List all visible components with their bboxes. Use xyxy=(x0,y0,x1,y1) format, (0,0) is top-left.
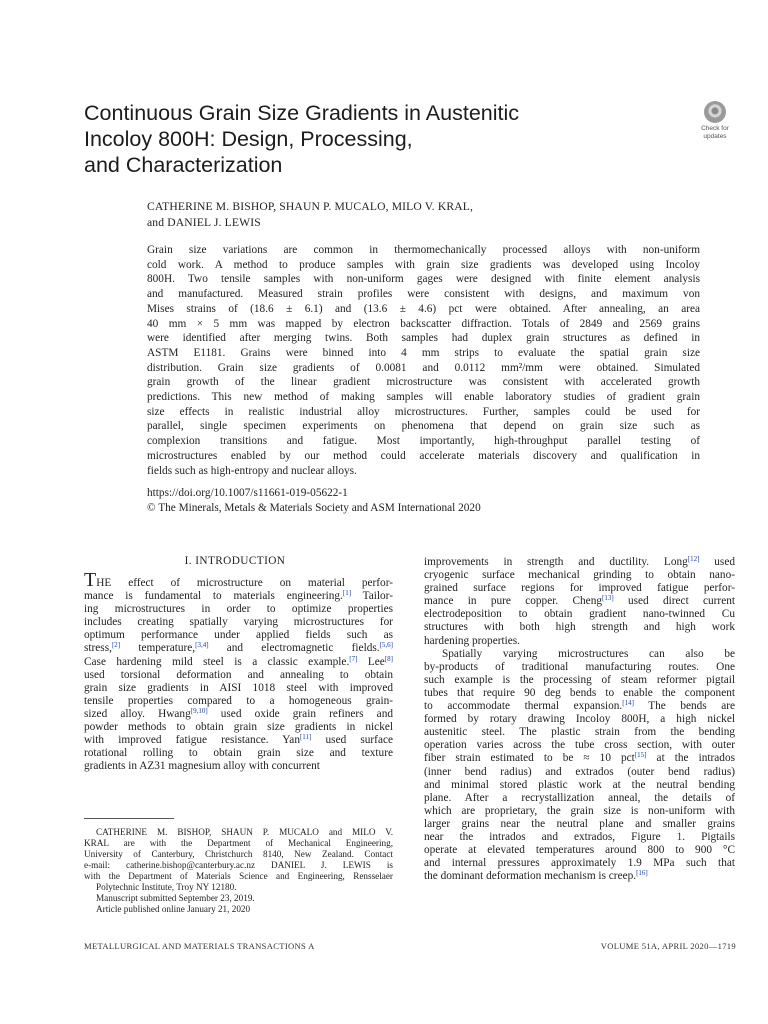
line-text: improvements in strength and ductility. Long xyxy=(424,556,688,568)
line-text: gradients in AZ31 magnesium alloy with concurrent xyxy=(84,760,320,773)
citation-ref[interactable]: [1] xyxy=(342,589,352,598)
line-text: tensile properties compared to a homogeneous grain- xyxy=(84,694,393,707)
citation-ref[interactable]: [13] xyxy=(602,594,614,603)
text-line xyxy=(84,734,393,747)
text-line xyxy=(424,687,735,700)
line-text: fiber strain estimated to be ≈ 10 pct xyxy=(424,752,635,765)
line-text: to accommodate thermal expansion. xyxy=(424,700,623,713)
citation-ref[interactable]: [12] xyxy=(687,555,700,563)
volume-page-info: VOLUME 51A, APRIL 2020—1719 xyxy=(600,941,736,951)
line-text: ing microstructures in order to optimize properties xyxy=(84,603,393,616)
right-column-text xyxy=(424,556,735,883)
doi-link[interactable]: https://doi.org/10.1007/s11661-019-05622-1 xyxy=(147,487,348,499)
line-text: rotational rolling to obtain grain size and texture xyxy=(84,747,393,760)
figure-ref[interactable]: 1 xyxy=(676,830,683,843)
line-text: with improved fatigue resistance. Yan xyxy=(84,734,300,747)
first-line-text: HE effect of microstructure on material perfor- xyxy=(96,577,393,589)
abstract-line: complexion transitions and fatigue. Most importantly, high-throughput parallel testing of xyxy=(147,435,700,448)
citation-ref[interactable]: [5,6] xyxy=(379,641,393,650)
abstract-line: Grain size variations are common in thermomechanically processed alloys with non-uniform xyxy=(147,244,700,256)
text-line xyxy=(424,648,735,661)
badge-label-2: updates xyxy=(703,132,727,140)
line-text: used xyxy=(699,556,735,568)
text-line xyxy=(84,590,393,603)
text-line xyxy=(84,682,393,695)
line-text: austenitic steel. The plastic strain from the bending xyxy=(424,726,735,739)
line-text: such example is the processing of steam reformer pigtail xyxy=(424,673,735,686)
article-title xyxy=(84,100,604,178)
text-line xyxy=(424,674,735,687)
text-line xyxy=(424,752,735,765)
text-line xyxy=(84,721,393,734)
text-line xyxy=(84,656,393,669)
text-line xyxy=(84,616,393,629)
text-line xyxy=(424,556,735,569)
text-line xyxy=(84,603,393,616)
line-text: stress, xyxy=(84,642,112,655)
abstract-line: Mises strains of (18.6 ± 6.1) and (13.6 ± 4.6) pct were obtained. After annealing, an area xyxy=(147,302,700,315)
author-line: and DANIEL J. LEWIS xyxy=(147,215,261,229)
text-line xyxy=(424,700,735,713)
text-line xyxy=(424,621,735,634)
text-line xyxy=(84,669,393,682)
line-text: the dominant deformation mechanism is creep. xyxy=(424,870,637,883)
citation-ref[interactable]: [3,4] xyxy=(195,641,209,650)
footnote-line: Article published online January 21, 2020 xyxy=(96,904,251,914)
text-line xyxy=(424,831,735,844)
doi-block xyxy=(147,486,481,516)
line-text: cryogenic surface mechanical grinding to obtain nano- xyxy=(424,569,735,582)
text-line xyxy=(424,582,735,595)
text-line xyxy=(424,818,735,831)
footnote-line: Manuscript submitted September 23, 2019. xyxy=(96,893,255,903)
title-line: Incoloy 800H: Design, Processing, xyxy=(84,127,413,151)
copyright-notice: © The Minerals, Metals & Materials Society and ASM International 2020 xyxy=(147,502,481,514)
citation-ref[interactable]: [11] xyxy=(299,733,312,742)
line-text: used direct current xyxy=(613,595,735,608)
title-line: and Characterization xyxy=(84,153,283,177)
line-text: near the intrados and extrados, Figure xyxy=(424,830,677,843)
line-text: operation varies across the tube cross section, with outer xyxy=(424,739,735,752)
line-text: electrodeposition to obtain gradient nano-twinned Cu xyxy=(424,608,735,621)
text-line xyxy=(84,642,393,655)
abstract-line: cold work. A method to produce samples with grain size gradients was developed using Incoloy xyxy=(147,258,700,271)
text-line xyxy=(424,779,735,792)
author-list xyxy=(147,199,607,230)
citation-ref[interactable]: [2] xyxy=(111,641,121,650)
text-line xyxy=(424,569,735,582)
line-text: by-products of traditional manufacturing routes. One xyxy=(424,660,735,673)
line-text: hardening properties. xyxy=(424,634,520,647)
abstract-line: parallel, single specimen experiments on phenomena that depend on grain size such as xyxy=(147,420,700,433)
line-text: larger grains near the neutral plane and smaller grains xyxy=(424,817,735,830)
text-line xyxy=(84,760,393,773)
citation-ref[interactable]: [14] xyxy=(622,699,634,708)
abstract-line: predictions. This new method of making samples will enable laboratory studies of gradient grain xyxy=(147,391,700,404)
text-line xyxy=(424,713,735,726)
footnote-line: with the Department of Materials Science and Engineering, Rensselaer xyxy=(84,871,393,881)
journal-running-head: METALLURGICAL AND MATERIALS TRANSACTIONS A xyxy=(84,941,315,951)
citation-ref[interactable]: [7] xyxy=(349,654,358,663)
abstract xyxy=(147,243,700,478)
abstract-line: size effects in realistic industrial alloy microstructures. Further, samples could be used for xyxy=(147,405,700,418)
section-heading-introduction: I. INTRODUCTION xyxy=(184,555,286,567)
badge-label-1: Check for xyxy=(701,125,729,132)
text-line xyxy=(424,739,735,752)
text-line xyxy=(84,708,393,721)
check-for-updates-icon xyxy=(704,101,726,123)
author-affiliation-footnote xyxy=(84,827,393,915)
first-line xyxy=(84,569,393,591)
line-text: Case hardening mild steel is a classic example. xyxy=(84,655,350,668)
text-line xyxy=(424,844,735,857)
footnote-line: Polytechnic Institute, Troy NY 12180. xyxy=(96,882,237,892)
abstract-line: and manufactured. Measured strain profiles were consistent with designs, and maximum von xyxy=(147,288,700,301)
line-text: sized alloy. Hwang xyxy=(84,707,191,720)
text-line xyxy=(424,726,735,739)
line-text: Lee xyxy=(357,655,385,668)
line-text: structures with both high strength and high work xyxy=(424,621,735,634)
line-text: and minimal stored plastic work at the neutral bending xyxy=(424,778,735,791)
line-text: powder methods to obtain grain size gradients in nickel xyxy=(84,721,393,734)
abstract-line: 40 mm × 5 mm was mapped by electron backscatter diffraction. Totals of 2849 and 2569 grains xyxy=(147,317,700,330)
line-text: tubes that require 90 deg bends to enable the component xyxy=(424,686,735,699)
line-text: includes creating spatially varying microstructures for xyxy=(84,616,393,629)
footnote-line: CATHERINE M. BISHOP, SHAUN P. MUCALO and MILO V. xyxy=(96,827,393,837)
footnote-divider xyxy=(84,818,174,819)
citation-ref[interactable]: [9,10] xyxy=(190,706,208,715)
line-text: plane. After a recrystallization anneal, the details of xyxy=(424,791,735,804)
abstract-line: ASTM E1181. Grains were binned into 4 mm strips to evaluate the spatial grain size xyxy=(147,346,700,359)
author-line: CATHERINE M. BISHOP, SHAUN P. MUCALO, MILO V. KRAL, xyxy=(147,200,474,213)
line-text: Tailor- xyxy=(351,590,393,603)
line-text: The bends are xyxy=(633,700,735,713)
line-text: operate at elevated temperatures around 800 to 900 °C xyxy=(424,844,735,857)
text-line xyxy=(84,629,393,642)
check-for-updates-badge[interactable] xyxy=(694,101,736,140)
text-line xyxy=(84,695,393,708)
line-text: mance is fundamental to materials engineering. xyxy=(84,590,343,603)
text-line xyxy=(424,608,735,621)
line-text: used torsional deformation and annealing to obtain xyxy=(84,668,393,681)
line-text: which are proprietary, the grain size is non-uniform with xyxy=(424,804,735,817)
abstract-line: grain growth of the linear gradient microstructure was consistent with accelerated growth xyxy=(147,376,700,389)
footnote-line: KRAL are with the Department of Mechanical Engineering, xyxy=(84,838,393,848)
text-line xyxy=(424,595,735,608)
text-line xyxy=(424,766,735,779)
line-text: formed by rotary drawing Incoloy 800H, a high nickel xyxy=(424,713,735,726)
text-line xyxy=(424,635,735,648)
left-column-text xyxy=(84,569,393,773)
citation-ref[interactable]: [16] xyxy=(636,869,648,878)
line-text: (inner bend radius) and extrados (outer bend radius) xyxy=(424,765,735,778)
abstract-line: 800H. Two tensile samples with non-uniform gages were designed with finite element analysis xyxy=(147,273,700,286)
line-text: . Pigtails xyxy=(682,830,735,843)
line-text: temperature, xyxy=(120,642,196,655)
line-text: grained surface regions for improved fatigue perfor- xyxy=(424,582,735,595)
line-text: used oxide grain refiners and xyxy=(207,707,393,720)
text-line xyxy=(424,805,735,818)
abstract-line: were identified after merging twins. Both samples had duplex grain structures as defined in xyxy=(147,332,700,345)
abstract-line: distribution. Grain size gradients of 0.0081 and 0.0112 mm²/mm were obtained. Simulated xyxy=(147,361,700,374)
footnote-line: e-mail: catherine.bishop@canterbury.ac.nz DANIEL J. LEWIS is xyxy=(84,860,393,870)
drop-cap: T xyxy=(84,569,97,591)
text-line xyxy=(424,857,735,870)
line-text: mance in pure copper. Cheng xyxy=(424,595,602,608)
title-line: Continuous Grain Size Gradients in Austenitic xyxy=(84,101,520,125)
line-text: and electromagnetic fields. xyxy=(208,642,380,655)
line-text: used surface xyxy=(311,734,393,747)
abstract-line: fields such as high-entropy and nuclear alloys. xyxy=(147,464,357,477)
line-text: and internal pressures approximately 1.9 MPa such that xyxy=(424,857,735,870)
line-text: optimum performance under applied fields such as xyxy=(84,629,393,642)
text-line xyxy=(424,870,735,883)
text-line xyxy=(424,661,735,674)
text-line xyxy=(84,747,393,760)
line-text: grain size gradients in AISI 1018 steel with improved xyxy=(84,681,393,694)
footnote-line: University of Canterbury, Christchurch 8140, New Zealand. Contact xyxy=(84,849,393,859)
text-line xyxy=(424,792,735,805)
line-text: Spatially varying microstructures can also be xyxy=(442,647,735,660)
citation-ref[interactable]: [15] xyxy=(634,751,647,760)
line-text: at the intrados xyxy=(646,752,736,765)
citation-ref[interactable]: [8] xyxy=(384,654,393,663)
abstract-line: microstructures enabled by our method could accelerate materials discovery and qualification in xyxy=(147,449,700,462)
